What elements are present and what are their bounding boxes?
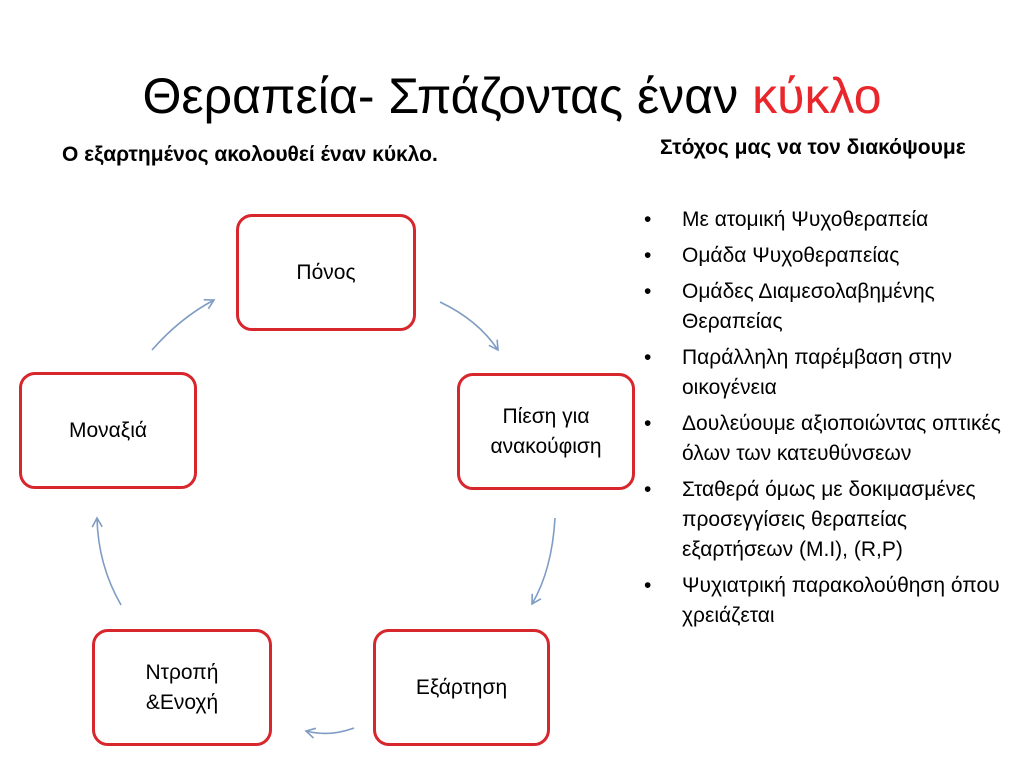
list-item-text: Δουλεύουμε αξιοποιώντας οπτικές όλων των κατευθύνσεων [682,412,1001,465]
list-item-text: Ψυχιατρική παρακολούθηση όπου χρειάζεται [682,574,1000,627]
cycle-node-shame-guilt: Ντροπή &Ενοχή [92,629,272,746]
slide-title-main: Θεραπεία- Σπάζοντας έναν [142,68,753,124]
list-item [640,571,1020,631]
bullet-icon: • [644,280,652,303]
bullet-icon: • [644,412,652,435]
list-item-text: Παράλληλη παρέμβαση στην οικογένεια [682,346,952,399]
arrow-addiction-to-shame [306,728,354,733]
list-item [640,205,1020,235]
cycle-node-pain: Πόνος [236,214,416,331]
bullet-icon: • [644,208,652,231]
arrow-shame-to-loneliness [97,518,121,605]
list-item [640,343,1020,403]
list-item [640,475,1020,565]
cycle-node-addiction: Εξάρτηση [373,629,550,746]
bullet-icon: • [644,478,652,501]
cycle-node-loneliness: Μοναξιά [19,372,197,489]
list-item-text: Ομάδες Διαμεσολαβημένης Θεραπείας [682,280,935,333]
goal-heading: Στόχος μας να τον διακόψουμε [660,136,966,159]
list-item [640,241,1020,271]
arrow-loneliness-to-pain [152,300,214,350]
cycle-node-pressure-for-relief: Πίεση για ανακούφιση [457,373,635,490]
arrow-pressure-to-addiction [532,518,555,604]
bullet-icon: • [644,346,652,369]
list-item-text: Ομάδα Ψυχοθεραπείας [682,244,900,267]
list-item-text: Σταθερά όμως με δοκιμασμένες προσεγγίσεις θεραπείας εξαρτήσεων (Μ.Ι), (R,P) [682,478,976,561]
cycle-heading: Ο εξαρτημένος ακολουθεί έναν κύκλο. [62,143,438,166]
slide-title-accent: κύκλο [752,68,882,124]
arrow-pain-to-pressure [440,302,498,350]
list-item [640,409,1020,469]
therapy-bullet-list [640,205,1020,637]
bullet-icon: • [644,244,652,267]
bullet-icon: • [644,574,652,597]
list-item [640,277,1020,337]
list-item-text: Με ατομική Ψυχοθεραπεία [682,208,929,231]
